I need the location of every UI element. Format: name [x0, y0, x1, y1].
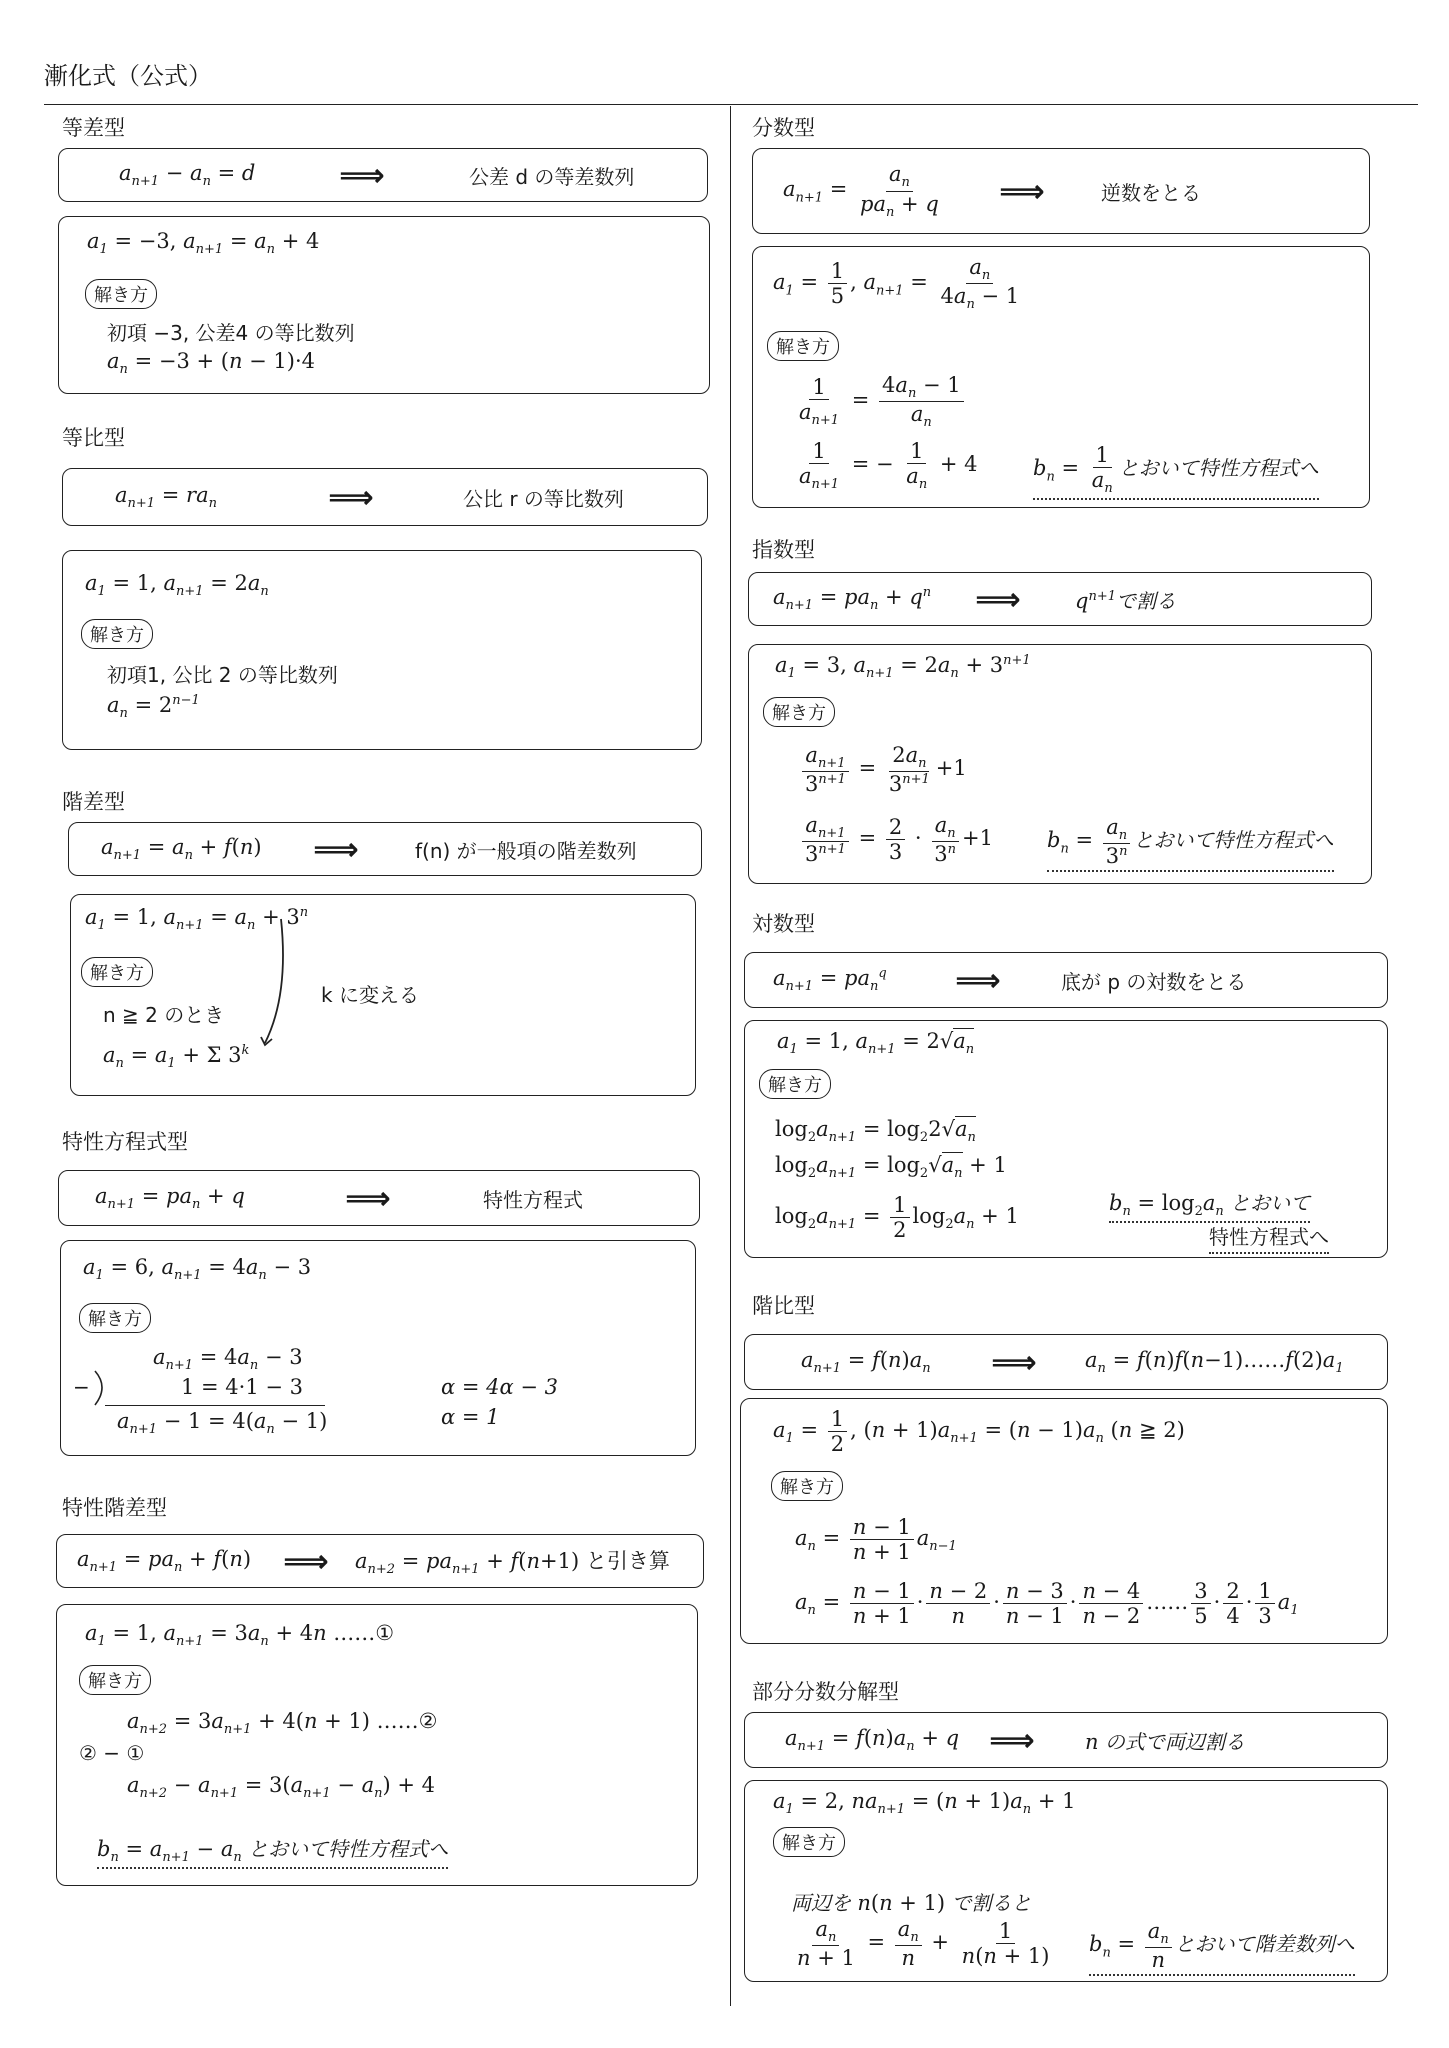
log-note1: $b_n = \log_2a_n$ とおいて	[1109, 1187, 1310, 1223]
exp-line1: $\frac{a_{n+1}}{3^{n+1}}$ = $\frac{2a_n}{3^{n+1}}$ +1	[799, 743, 967, 796]
log-arrow: ⟹	[955, 961, 1001, 999]
solve-label: 解き方	[81, 619, 153, 649]
chardiff-formula: $a_{n+1} = pa_n + f(n)$	[77, 1546, 252, 1576]
diff-note: k に変える	[321, 983, 419, 1007]
solve-label: 解き方	[773, 1827, 845, 1857]
char-result: 特性方程式	[483, 1187, 583, 1212]
arith-example: $a_1 = -3$, $a_{n+1} = a_n + 4$	[87, 229, 320, 258]
char-formula-box	[58, 1170, 700, 1226]
frac-line1: $\frac{1}{a_{n+1}}$ = $\frac{4a_n - 1}{a_n}$	[793, 373, 967, 430]
solve-label: 解き方	[767, 331, 839, 361]
partial-heading: 部分分数分解型	[752, 1680, 899, 1704]
frac-formula: $a_{n+1}$ = $\frac{a_n}{pa_n + q}$	[783, 162, 939, 220]
solve-label: 解き方	[81, 957, 153, 987]
diff-curve-arrow	[259, 915, 299, 1055]
partial-example-box	[744, 1780, 1388, 1982]
ratio-arrow: ⟹	[991, 1343, 1037, 1381]
title-divider	[44, 104, 1418, 105]
geom-step2: $a_n = 2^{n-1}$	[107, 693, 200, 722]
arith-arrow: ⟹	[339, 156, 385, 194]
arith-step1: 初項 −3, 公差4 の等比数列	[107, 321, 355, 345]
exp-line2: $\frac{a_{n+1}}{3^{n+1}}$ = $\frac{2}{3}$ · $\frac{a_n}{3^n}$ +1	[799, 813, 993, 866]
chardiff-example-box	[56, 1604, 698, 1886]
diff-result: f(n) が一般項の階差数列	[415, 838, 637, 863]
exp-formula-box	[748, 572, 1372, 626]
solve-label: 解き方	[763, 697, 835, 727]
frac-line2: $\frac{1}{a_{n+1}}$ = − $\frac{1}{a_n}$ + 4	[799, 439, 978, 493]
arith-formula: $a_{n+1} - a_n = d$	[119, 160, 256, 190]
document-title: 漸化式（公式）	[44, 62, 212, 90]
chardiff-line2: ② − ①	[79, 1741, 145, 1765]
exp-note: $b_n$ = $\frac{a_n}{3^n}$ とおいて特性方程式へ	[1047, 815, 1334, 872]
ratio-line2: $a_n$ = $\frac{n - 1}{n + 1}$ · $\frac{n - 2}{n}$ · $\frac{n - 3}{n - 1}$ · $\frac{n - 4}{n - 2}$ …… $\frac{3}{5}$ · $\frac{2}{4}$ · $\frac{1}{3}$ $a_1$	[795, 1579, 1299, 1628]
exp-result: $q^{n+1}$で割る	[1075, 588, 1176, 613]
geom-formula: $a_{n+1} = ra_n$	[115, 482, 217, 512]
ratio-example-box	[740, 1398, 1388, 1644]
partial-line2: $\frac{a_n}{n + 1}$ = $\frac{a_n}{n}$ + $\frac{1}{n(n + 1)}$	[797, 1917, 1050, 1971]
partial-formula-box	[744, 1712, 1388, 1768]
diff-formula-box	[68, 822, 702, 876]
geom-example: $a_1 = 1$, $a_{n+1} = 2a_n$	[85, 571, 269, 600]
solve-label: 解き方	[759, 1069, 831, 1099]
log-example-box	[744, 1020, 1388, 1258]
log-note2: 特性方程式へ	[1209, 1221, 1329, 1254]
char-line1: $a_{n+1} = 4a_n - 3$	[153, 1345, 303, 1374]
char-line2: 1 = 4·1 − 3	[181, 1375, 304, 1399]
chardiff-example: $a_1 = 1$, $a_{n+1} = 3a_n + 4n$ ……①	[85, 1621, 395, 1650]
chardiff-result: $a_{n+2} = pa_{n+1} + f(n+1)$ と引き算	[355, 1548, 670, 1578]
log-line1: $\log_2a_{n+1} = \log_22√a_n$	[775, 1117, 976, 1146]
ratio-formula-box	[744, 1334, 1388, 1390]
frac-arrow: ⟹	[999, 172, 1045, 210]
char-alpha2: α = 1	[441, 1405, 500, 1429]
chardiff-formula-box	[56, 1534, 704, 1588]
char-alpha1: α = 4α − 3	[441, 1375, 558, 1399]
frac-result: 逆数をとる	[1101, 180, 1201, 205]
char-formula: $a_{n+1} = pa_n + q$	[95, 1183, 245, 1213]
arith-formula-box	[58, 148, 708, 202]
char-subtract-line	[105, 1405, 325, 1406]
chardiff-line3: $a_{n+2} - a_{n+1} = 3(a_{n+1} - a_n) + 4$	[127, 1773, 436, 1802]
partial-result: n の式で両辺割る	[1085, 1729, 1245, 1754]
geom-result: 公比 r の等比数列	[463, 486, 624, 511]
chardiff-heading: 特性階差型	[62, 1496, 167, 1520]
ratio-formula: $a_{n+1} = f(n)a_n$	[801, 1347, 931, 1377]
solve-label: 解き方	[771, 1471, 843, 1501]
partial-formula: $a_{n+1} = f(n)a_n + q$	[785, 1725, 960, 1755]
geom-formula-box	[62, 468, 708, 526]
exp-arrow: ⟹	[975, 580, 1021, 618]
diff-formula: $a_{n+1} = a_n + f(n)$	[101, 834, 262, 864]
exp-example: $a_1 = 3$, $a_{n+1} = 2a_n + 3^{n+1}$	[775, 653, 1031, 682]
arith-step2: $a_n = -3 + (n - 1)\cdot 4$	[107, 349, 316, 378]
char-heading: 特性方程式型	[62, 1130, 188, 1154]
geom-heading: 等比型	[62, 426, 125, 450]
diff-arrow: ⟹	[313, 830, 359, 868]
log-result: 底が p の対数をとる	[1061, 969, 1247, 994]
arith-result: 公差 d の等差数列	[469, 164, 635, 189]
diff-step1: n ≧ 2 のとき	[103, 1003, 225, 1027]
solve-label: 解き方	[85, 279, 157, 309]
solve-label: 解き方	[79, 1665, 151, 1695]
solve-label: 解き方	[79, 1303, 151, 1333]
geom-example-box	[62, 550, 702, 750]
diff-step2: $a_n = a_1 + \Sigma$ 3$^k$	[103, 1043, 250, 1072]
ratio-example: $a_1$ = $\frac{1}{2}$ , $(n + 1)a_{n+1} = (n - 1)a_n$ (n ≧ 2)	[773, 1407, 1185, 1456]
diff-example: $a_1 = 1$, $a_{n+1} = a_n + 3^n$	[85, 905, 309, 934]
frac-example-box	[752, 246, 1370, 508]
ratio-result: $a_n$ = $f(n)f(n-1)\dots\dots f(2)a_1$	[1085, 1347, 1344, 1377]
arith-heading: 等差型	[62, 116, 125, 140]
partial-line1: 両辺を n(n + 1) で割ると	[791, 1891, 1032, 1915]
exp-formula: $a_{n+1} = pa_n + q^n$	[773, 584, 932, 614]
frac-heading: 分数型	[752, 116, 815, 140]
column-divider	[730, 106, 731, 2006]
diff-example-box	[70, 894, 696, 1096]
char-minus: −	[73, 1375, 90, 1399]
char-example: $a_1 = 6$, $a_{n+1} = 4a_n - 3$	[83, 1255, 312, 1284]
exp-heading: 指数型	[752, 538, 815, 562]
char-subtract-bracket	[91, 1369, 121, 1409]
char-line3: $a_{n+1} - 1 = 4(a_n - 1)$	[117, 1409, 328, 1438]
chardiff-note: $b_n = a_{n+1} - a_n$ とおいて特性方程式へ	[97, 1833, 448, 1869]
char-example-box	[60, 1240, 696, 1456]
partial-note: $b_n$ = $\frac{a_n}{n}$ とおいて階差数列へ	[1089, 1919, 1355, 1976]
frac-example: $a_1$ = $\frac{1}{5}$ , $a_{n+1}$ = $\frac{a_n}{4a_n - 1}$	[773, 255, 1020, 313]
log-example: $a_1 = 1$, $a_{n+1} = 2√a_n$	[777, 1029, 975, 1058]
log-line2: $\log_2a_{n+1} = \log_2√a_n + 1$	[775, 1153, 1007, 1182]
geom-step1: 初項1, 公比 2 の等比数列	[107, 663, 338, 687]
partial-example: $a_1 = 2$, $na_{n+1} = (n + 1)a_n + 1$	[773, 1789, 1076, 1818]
log-formula: $a_{n+1} = pa_n^q$	[773, 965, 887, 995]
geom-arrow: ⟹	[328, 478, 374, 516]
log-line3: $\log_2a_{n+1}$ = $\frac{1}{2}$ $\log_2a_n + 1$	[775, 1193, 1019, 1242]
exp-example-box	[748, 644, 1372, 884]
diff-heading: 階差型	[62, 790, 125, 814]
partial-arrow: ⟹	[989, 1721, 1035, 1759]
chardiff-line1: $a_{n+2} = 3a_{n+1} + 4(n + 1)$ ……②	[127, 1709, 438, 1738]
ratio-heading: 階比型	[752, 1294, 815, 1318]
log-formula-box	[744, 952, 1388, 1008]
arith-example-box	[58, 216, 710, 394]
chardiff-arrow: ⟹	[283, 1542, 329, 1580]
char-arrow: ⟹	[345, 1179, 391, 1217]
frac-formula-box	[752, 148, 1370, 234]
frac-note: $b_n$ = $\frac{1}{a_n}$ とおいて特性方程式へ	[1033, 443, 1319, 500]
log-heading: 対数型	[752, 912, 815, 936]
ratio-line1: $a_n$ = $\frac{n - 1}{n + 1}$ $a_{n-1}$	[795, 1515, 957, 1564]
